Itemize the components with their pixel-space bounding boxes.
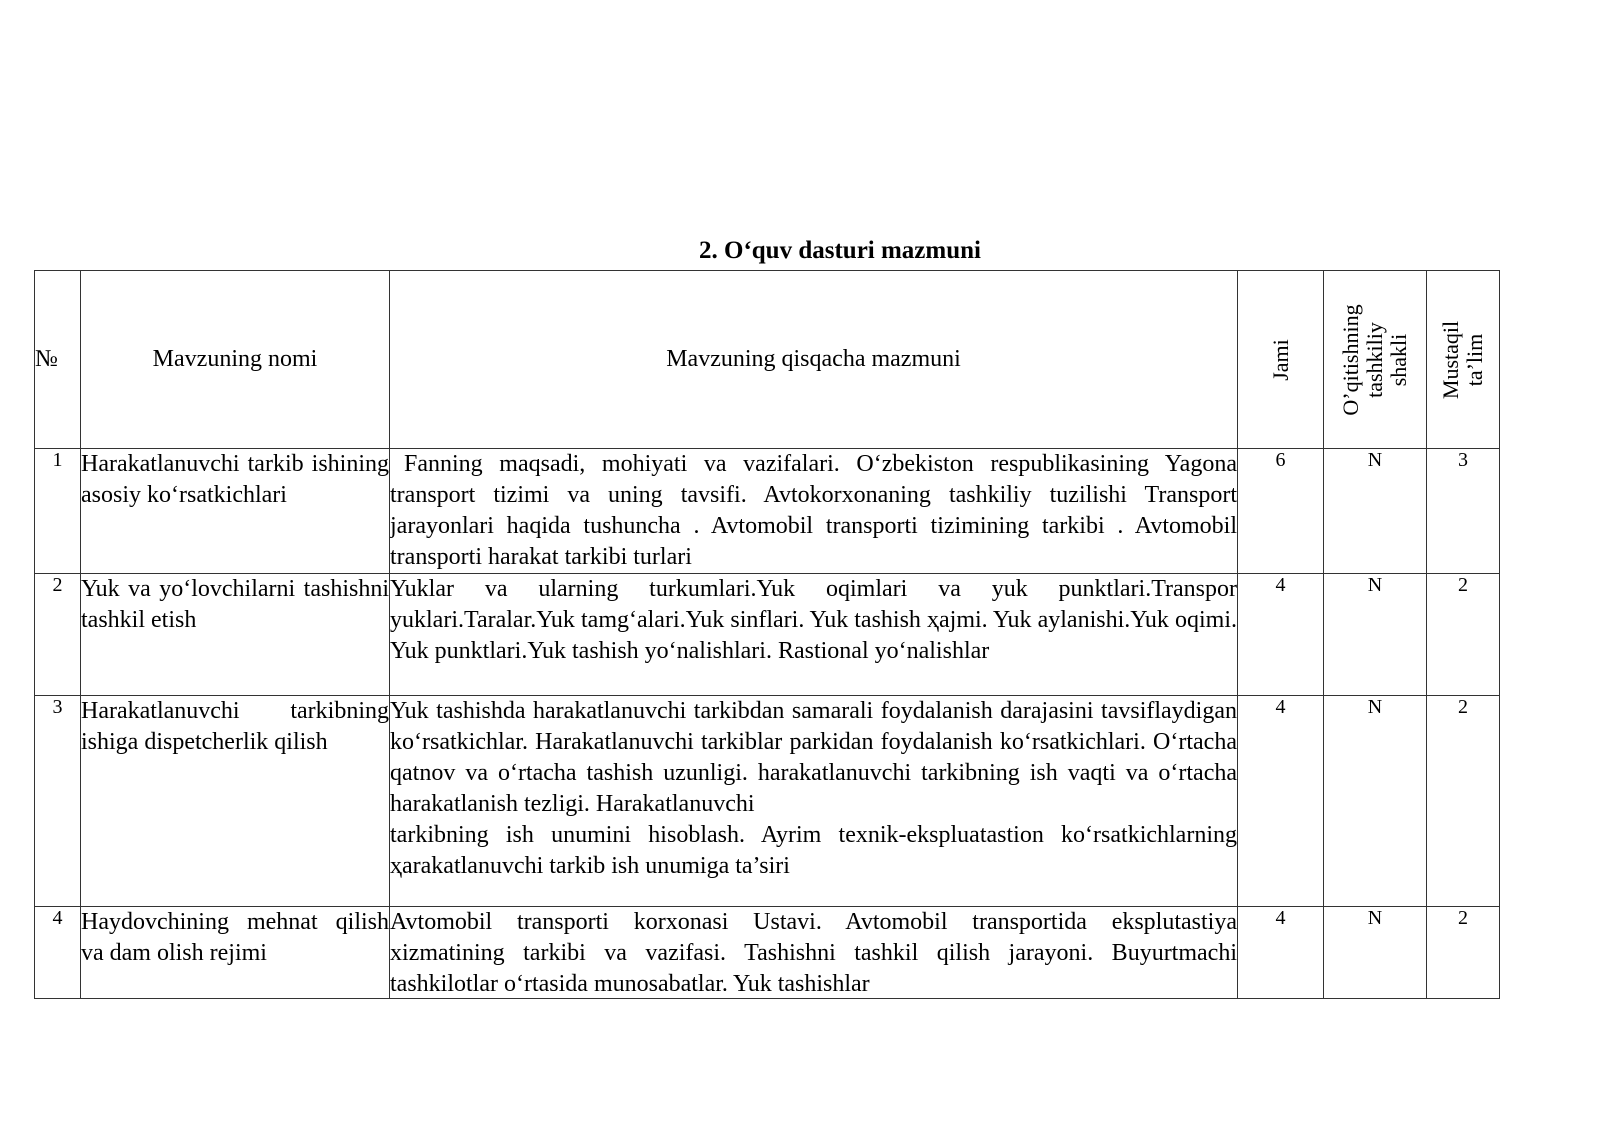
header-teaching-form-line3: shakli	[1386, 333, 1411, 386]
topic-name: Yuk va yo‘lovchilarni tashishni tashkil etish	[81, 574, 390, 696]
topic-name: Harakatlanuvchi tarkibning ishiga dispetcherlik qilish	[81, 696, 390, 907]
header-topic-name: Mavzuning nomi	[81, 271, 390, 449]
teaching-form: N	[1324, 907, 1427, 999]
topic-name: Harakatlanuvchi tarkib ishining asosiy ko‘rsatkichlari	[81, 449, 390, 574]
row-number: 2	[35, 574, 81, 696]
curriculum-table	[34, 270, 1500, 999]
row-number: 3	[35, 696, 81, 907]
independent-hours: 2	[1427, 907, 1500, 999]
total-hours: 6	[1238, 449, 1324, 574]
header-independent-study	[1427, 271, 1500, 449]
topic-summary-text-continued: tarkibning ish unumini hisoblash. Ayrim texnik-ekspluatastion ko‘rsatkichlarning ҳarakatlanuvchi tarkib ish unumiga ta’siri	[390, 822, 1237, 879]
header-independent-line2: ta’lim	[1462, 333, 1487, 386]
total-hours: 4	[1238, 907, 1324, 999]
independent-hours: 2	[1427, 574, 1500, 696]
row-number: 4	[35, 907, 81, 999]
table-row	[35, 907, 1500, 999]
total-hours: 4	[1238, 574, 1324, 696]
teaching-form: N	[1324, 449, 1427, 574]
table-header-row	[35, 271, 1500, 449]
total-hours: 4	[1238, 696, 1324, 907]
teaching-form: N	[1324, 574, 1427, 696]
topic-summary	[390, 696, 1238, 907]
independent-hours: 3	[1427, 449, 1500, 574]
header-teaching-form-line1: O’qitishning	[1338, 303, 1363, 416]
topic-summary-text: Yuk tashishda harakatlanuvchi tarkibdan samarali foydalanish darajasini tavsiflaydigan ko‘rsatkichlar. Harakatlanuvchi tarkiblar parkidan foydalanish ko‘rsatkichlari. O‘rtacha qatnov va o‘rtacha tashish uzunligi. harakatlanuvchi tarkibning ish vaqti va o‘rtacha harakatlanish tezligi. Harakatlanuvchi	[390, 698, 1237, 817]
topic-name: Haydovchining mehnat qilish va dam olish rejimi	[81, 907, 390, 999]
topic-summary	[390, 449, 1238, 574]
topic-summary-text: Fanning maqsadi, mohiyati va vazifalari. O‘zbekiston respublikasining Yagona transport tizimi va uning tavsifi. Avtokorxonaning tashkiliy tuzilishi Transport jarayonlari haqida tushuncha . Avtomobil transporti tizimining tarkibi . Avtomobil transporti harakat tarkibi turlari	[390, 451, 1237, 570]
header-teaching-form	[1324, 271, 1427, 449]
topic-summary	[390, 574, 1238, 696]
table-row	[35, 449, 1500, 574]
topic-summary	[390, 907, 1238, 999]
header-teaching-form-line2: tashkiliy	[1362, 321, 1387, 398]
independent-hours: 2	[1427, 696, 1500, 907]
header-independent-line1: Mustaqil	[1438, 320, 1463, 399]
row-number: 1	[35, 449, 81, 574]
page-title: 2. O‘quv dasturi mazmuni	[699, 237, 981, 264]
header-total	[1238, 271, 1324, 449]
topic-summary-text: Yuklar va ularning turkumlari.Yuk oqimlari va yuk punktlari.Transpor yuklari.Taralar.Yuk tamg‘alari.Yuk sinflari. Yuk tashish ҳajmi. Yuk aylanishi.Yuk oqimi. Yuk punktlari.Yuk tashish yo‘nalishlari. Rastional yo‘nalishlar	[390, 576, 1237, 664]
table-row	[35, 696, 1500, 907]
teaching-form: N	[1324, 696, 1427, 907]
topic-summary-text: Avtomobil transporti korxonasi Ustavi. Avtomobil transportida eksplutastiya xizmatining tarkibi va vazifasi. Tashishni tashkil qilish jarayoni. Buyurtmachi tashkilotlar o‘rtasida munosabatlar. Yuk tashishlar	[390, 909, 1237, 996]
header-total-label: Jami	[1267, 338, 1293, 381]
header-topic-summary: Mavzuning qisqacha mazmuni	[390, 271, 1238, 449]
table-row	[35, 574, 1500, 696]
header-number: №	[35, 271, 81, 449]
